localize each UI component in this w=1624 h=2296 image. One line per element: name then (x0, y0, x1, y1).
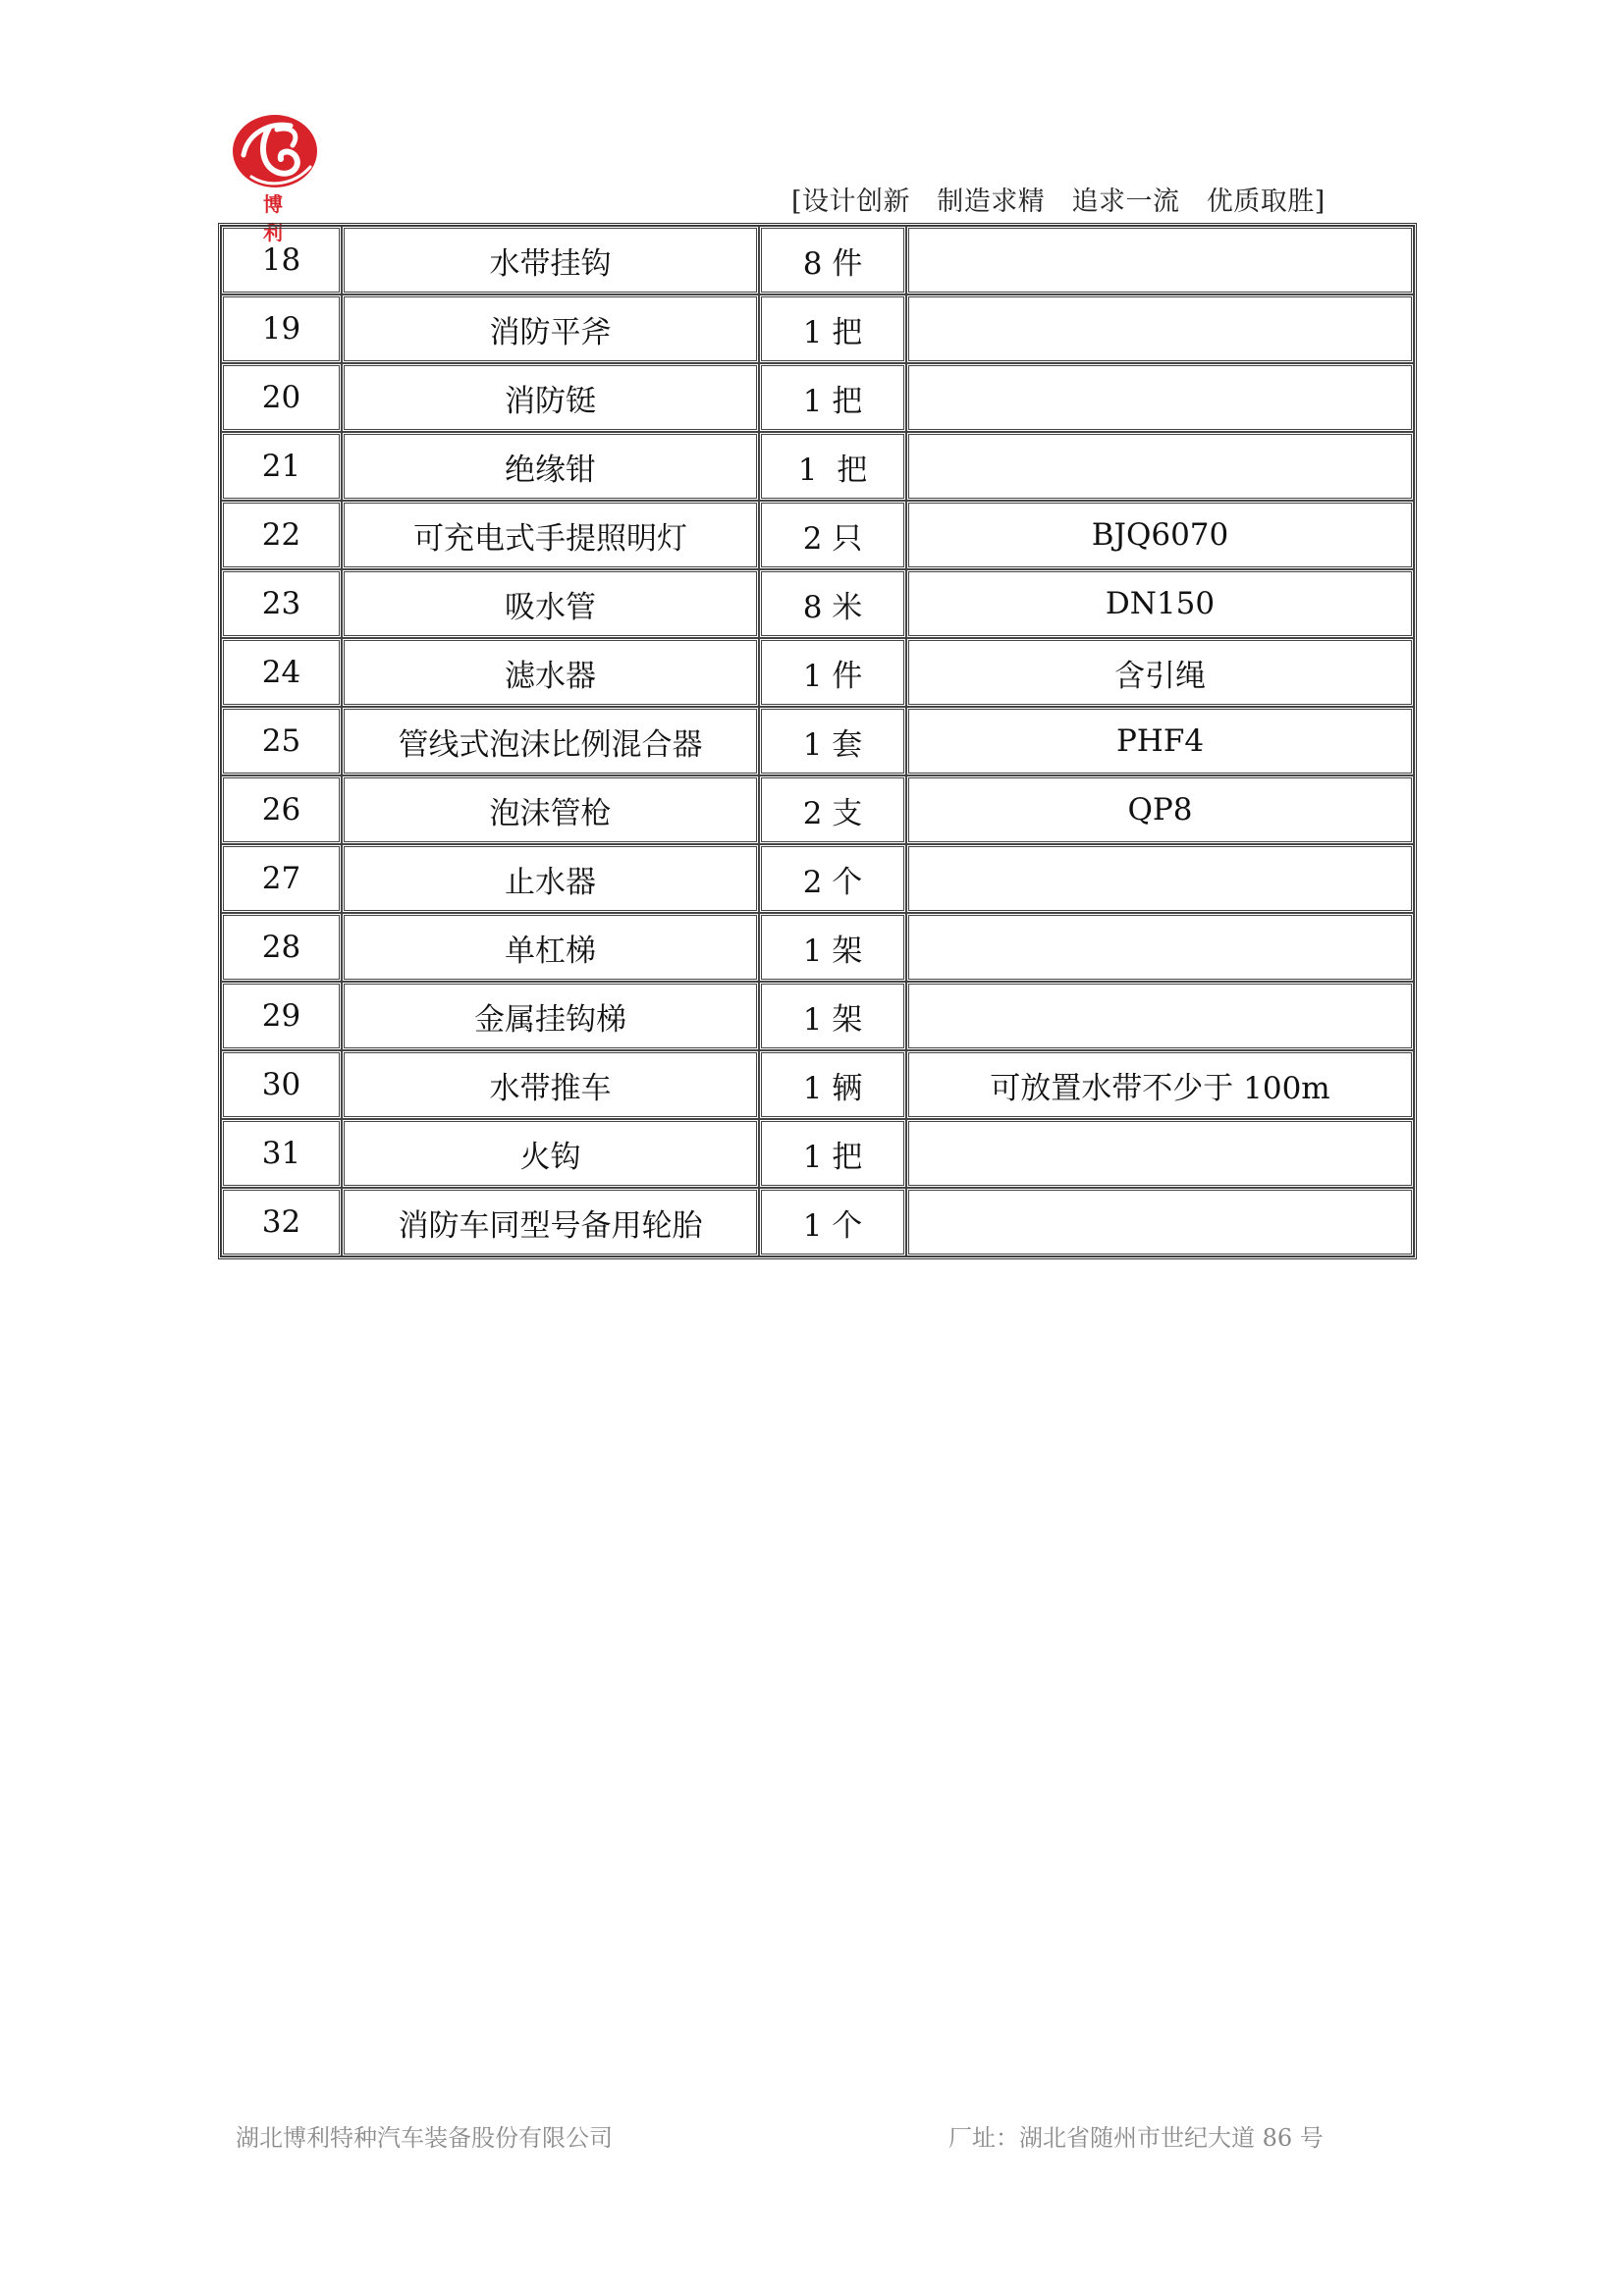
item-quantity: 1 把 (759, 432, 906, 501)
item-number: 23 (221, 569, 342, 638)
item-note (906, 913, 1414, 982)
item-note: PHF4 (906, 707, 1414, 775)
item-number: 29 (221, 982, 342, 1050)
table-row (221, 638, 1414, 707)
item-number: 26 (221, 775, 342, 844)
item-quantity: 2 只 (759, 501, 906, 569)
item-quantity: 1 辆 (759, 1050, 906, 1119)
item-note (906, 432, 1414, 501)
item-name: 火钩 (342, 1119, 759, 1188)
item-name: 单杠梯 (342, 913, 759, 982)
table-row (221, 913, 1414, 982)
item-quantity: 8 米 (759, 569, 906, 638)
item-quantity: 1 架 (759, 982, 906, 1050)
item-number: 31 (221, 1119, 342, 1188)
item-number: 32 (221, 1188, 342, 1256)
item-quantity: 1 套 (759, 707, 906, 775)
item-name: 水带推车 (342, 1050, 759, 1119)
item-name: 消防铤 (342, 363, 759, 432)
item-number: 27 (221, 844, 342, 913)
item-note (906, 1188, 1414, 1256)
equipment-table (218, 223, 1417, 1259)
table-row (221, 432, 1414, 501)
company-logo (230, 112, 320, 244)
footer-address: 厂址：湖北省随州市世纪大道 86 号 (948, 2124, 1324, 2152)
item-number: 20 (221, 363, 342, 432)
item-number: 18 (221, 226, 342, 294)
item-quantity: 1 把 (759, 363, 906, 432)
table-row (221, 363, 1414, 432)
table-row (221, 569, 1414, 638)
item-note (906, 844, 1414, 913)
boli-logo-icon (230, 112, 320, 190)
table-row (221, 775, 1414, 844)
item-name: 水带挂钩 (342, 226, 759, 294)
table-row (221, 844, 1414, 913)
item-name: 滤水器 (342, 638, 759, 707)
item-name: 绝缘钳 (342, 432, 759, 501)
item-note (906, 363, 1414, 432)
item-quantity: 8 件 (759, 226, 906, 294)
table-row (221, 294, 1414, 363)
item-quantity: 1 把 (759, 294, 906, 363)
item-note (906, 294, 1414, 363)
item-name: 金属挂钩梯 (342, 982, 759, 1050)
item-note: QP8 (906, 775, 1414, 844)
item-quantity: 1 件 (759, 638, 906, 707)
table-row (221, 982, 1414, 1050)
item-quantity: 2 个 (759, 844, 906, 913)
item-number: 30 (221, 1050, 342, 1119)
item-note: 含引绳 (906, 638, 1414, 707)
item-quantity: 1 个 (759, 1188, 906, 1256)
item-name: 止水器 (342, 844, 759, 913)
table-row (221, 1050, 1414, 1119)
item-number: 28 (221, 913, 342, 982)
item-note (906, 1119, 1414, 1188)
table-row (221, 226, 1414, 294)
item-note: BJQ6070 (906, 501, 1414, 569)
logo-text: 博 利 (263, 192, 297, 244)
item-note: DN150 (906, 569, 1414, 638)
slogan: [设计创新 制造求精 追求一流 优质取胜] (791, 187, 1326, 217)
item-name: 吸水管 (342, 569, 759, 638)
item-name: 可充电式手提照明灯 (342, 501, 759, 569)
table-row (221, 707, 1414, 775)
item-quantity: 2 支 (759, 775, 906, 844)
item-note (906, 982, 1414, 1050)
item-quantity: 1 架 (759, 913, 906, 982)
item-number: 22 (221, 501, 342, 569)
item-name: 消防平斧 (342, 294, 759, 363)
item-number: 19 (221, 294, 342, 363)
item-quantity: 1 把 (759, 1119, 906, 1188)
footer-company: 湖北博利特种汽车装备股份有限公司 (236, 2124, 613, 2152)
table-row (221, 1119, 1414, 1188)
item-name: 泡沫管枪 (342, 775, 759, 844)
table-row (221, 501, 1414, 569)
item-name: 消防车同型号备用轮胎 (342, 1188, 759, 1256)
item-note (906, 226, 1414, 294)
item-number: 24 (221, 638, 342, 707)
item-name: 管线式泡沫比例混合器 (342, 707, 759, 775)
item-note: 可放置水带不少于 100m (906, 1050, 1414, 1119)
item-number: 21 (221, 432, 342, 501)
item-number: 25 (221, 707, 342, 775)
table-row (221, 1188, 1414, 1256)
